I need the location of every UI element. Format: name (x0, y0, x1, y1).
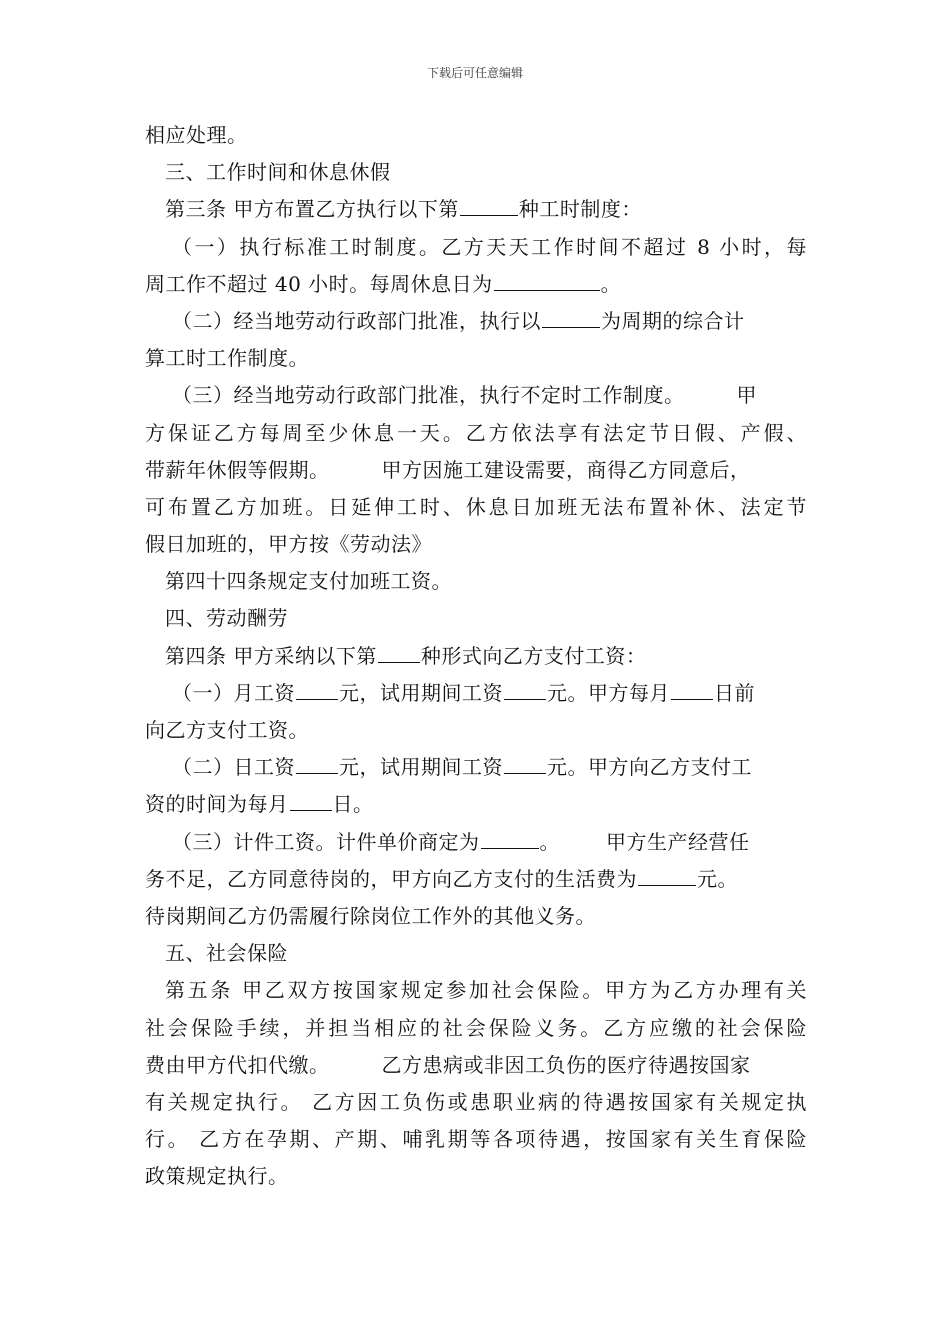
section-heading: 四、劳动酬劳 (165, 606, 288, 631)
text-line: 有关规定执行。 乙方因工负伤或患职业病的待遇按国家有关规定执 (145, 1089, 807, 1114)
fill-blank (460, 195, 518, 216)
text-line: （一）月工资 元，试用期间工资 元。甲方每月 日前 (172, 680, 755, 705)
text-line: 算工时工作制度。 (145, 346, 309, 371)
fill-blank (638, 865, 696, 886)
fill-blank (542, 307, 600, 328)
text-line: 方保证乙方每周至少休息一天。乙方依法享有法定节日假、产假、 (145, 420, 807, 445)
text-line: 行。 乙方在孕期、产期、哺乳期等各项待遇，按国家有关生育保险 (145, 1127, 807, 1152)
text-line: 政策规定执行。 (145, 1164, 289, 1189)
text-line: （三）经当地劳动行政部门批准，执行不定时工作制度。 甲 (172, 383, 757, 408)
text-line: （三）计件工资。计件单价商定为 。 甲方生产经营任 (172, 829, 750, 854)
text-line: 第四十四条规定支付加班工资。 (165, 569, 452, 594)
text-line: 向乙方支付工资。 (145, 718, 309, 742)
fill-blank (296, 753, 338, 774)
text-line: 待岗期间乙方仍需履行除岗位工作外的其他义务。 (145, 903, 596, 928)
text-line: 务不足，乙方同意待岗的，甲方向乙方支付的生活费为 元。 (145, 866, 738, 891)
text-line: 周工作不超过 40 小时。每周休息日为 。 (145, 271, 622, 296)
article-4: 第四条 甲方采纳以下第 种形式向乙方支付工资： (165, 643, 647, 668)
fill-blank (671, 679, 713, 700)
text-line: 费由甲方代扣代缴。 乙方患病或非因工负伤的医疗待遇按国家 (145, 1052, 751, 1077)
document-body (145, 117, 807, 1195)
text-line: （一）执行标准工时制度。乙方天天工作时间不超过 8 小时，每 (172, 234, 807, 259)
page-header: 下载后可任意编辑 (426, 66, 523, 80)
fill-blank (296, 679, 338, 700)
text-line: 带薪年休假等假期。 甲方因施工建设需要，商得乙方同意后， (145, 457, 751, 482)
fill-blank (504, 679, 546, 700)
text-line: 相应处理。 (145, 123, 248, 147)
fill-blank (290, 790, 332, 811)
section-heading: 三、工作时间和休息休假 (165, 160, 391, 185)
fill-blank (504, 753, 546, 774)
text-line: 可布置乙方加班。日延伸工时、休息日加班无法布置补休、法定节 (145, 494, 807, 519)
text-line: （二）经当地劳动行政部门批准，执行以 为周期的综合计 (172, 308, 745, 333)
fill-blank (378, 642, 420, 663)
section-heading: 五、社会保险 (165, 941, 288, 966)
article-3: 第三条 甲方布置乙方执行以下第 种工时制度： (165, 197, 642, 222)
fill-blank (481, 828, 539, 849)
article-5: 第五条 甲乙双方按国家规定参加社会保险。甲方为乙方办理有关 (165, 978, 807, 1003)
text-line: 资的时间为每月 日。 (145, 792, 374, 817)
text-line: 假日加班的，甲方按《劳动法》 (145, 532, 432, 557)
text-line: （二）日工资 元，试用期间工资 元。甲方向乙方支付工 (172, 755, 752, 780)
fill-blank (494, 270, 600, 291)
text-line: 社会保险手续，并担当相应的社会保险义务。乙方应缴的社会保险 (145, 1015, 807, 1040)
